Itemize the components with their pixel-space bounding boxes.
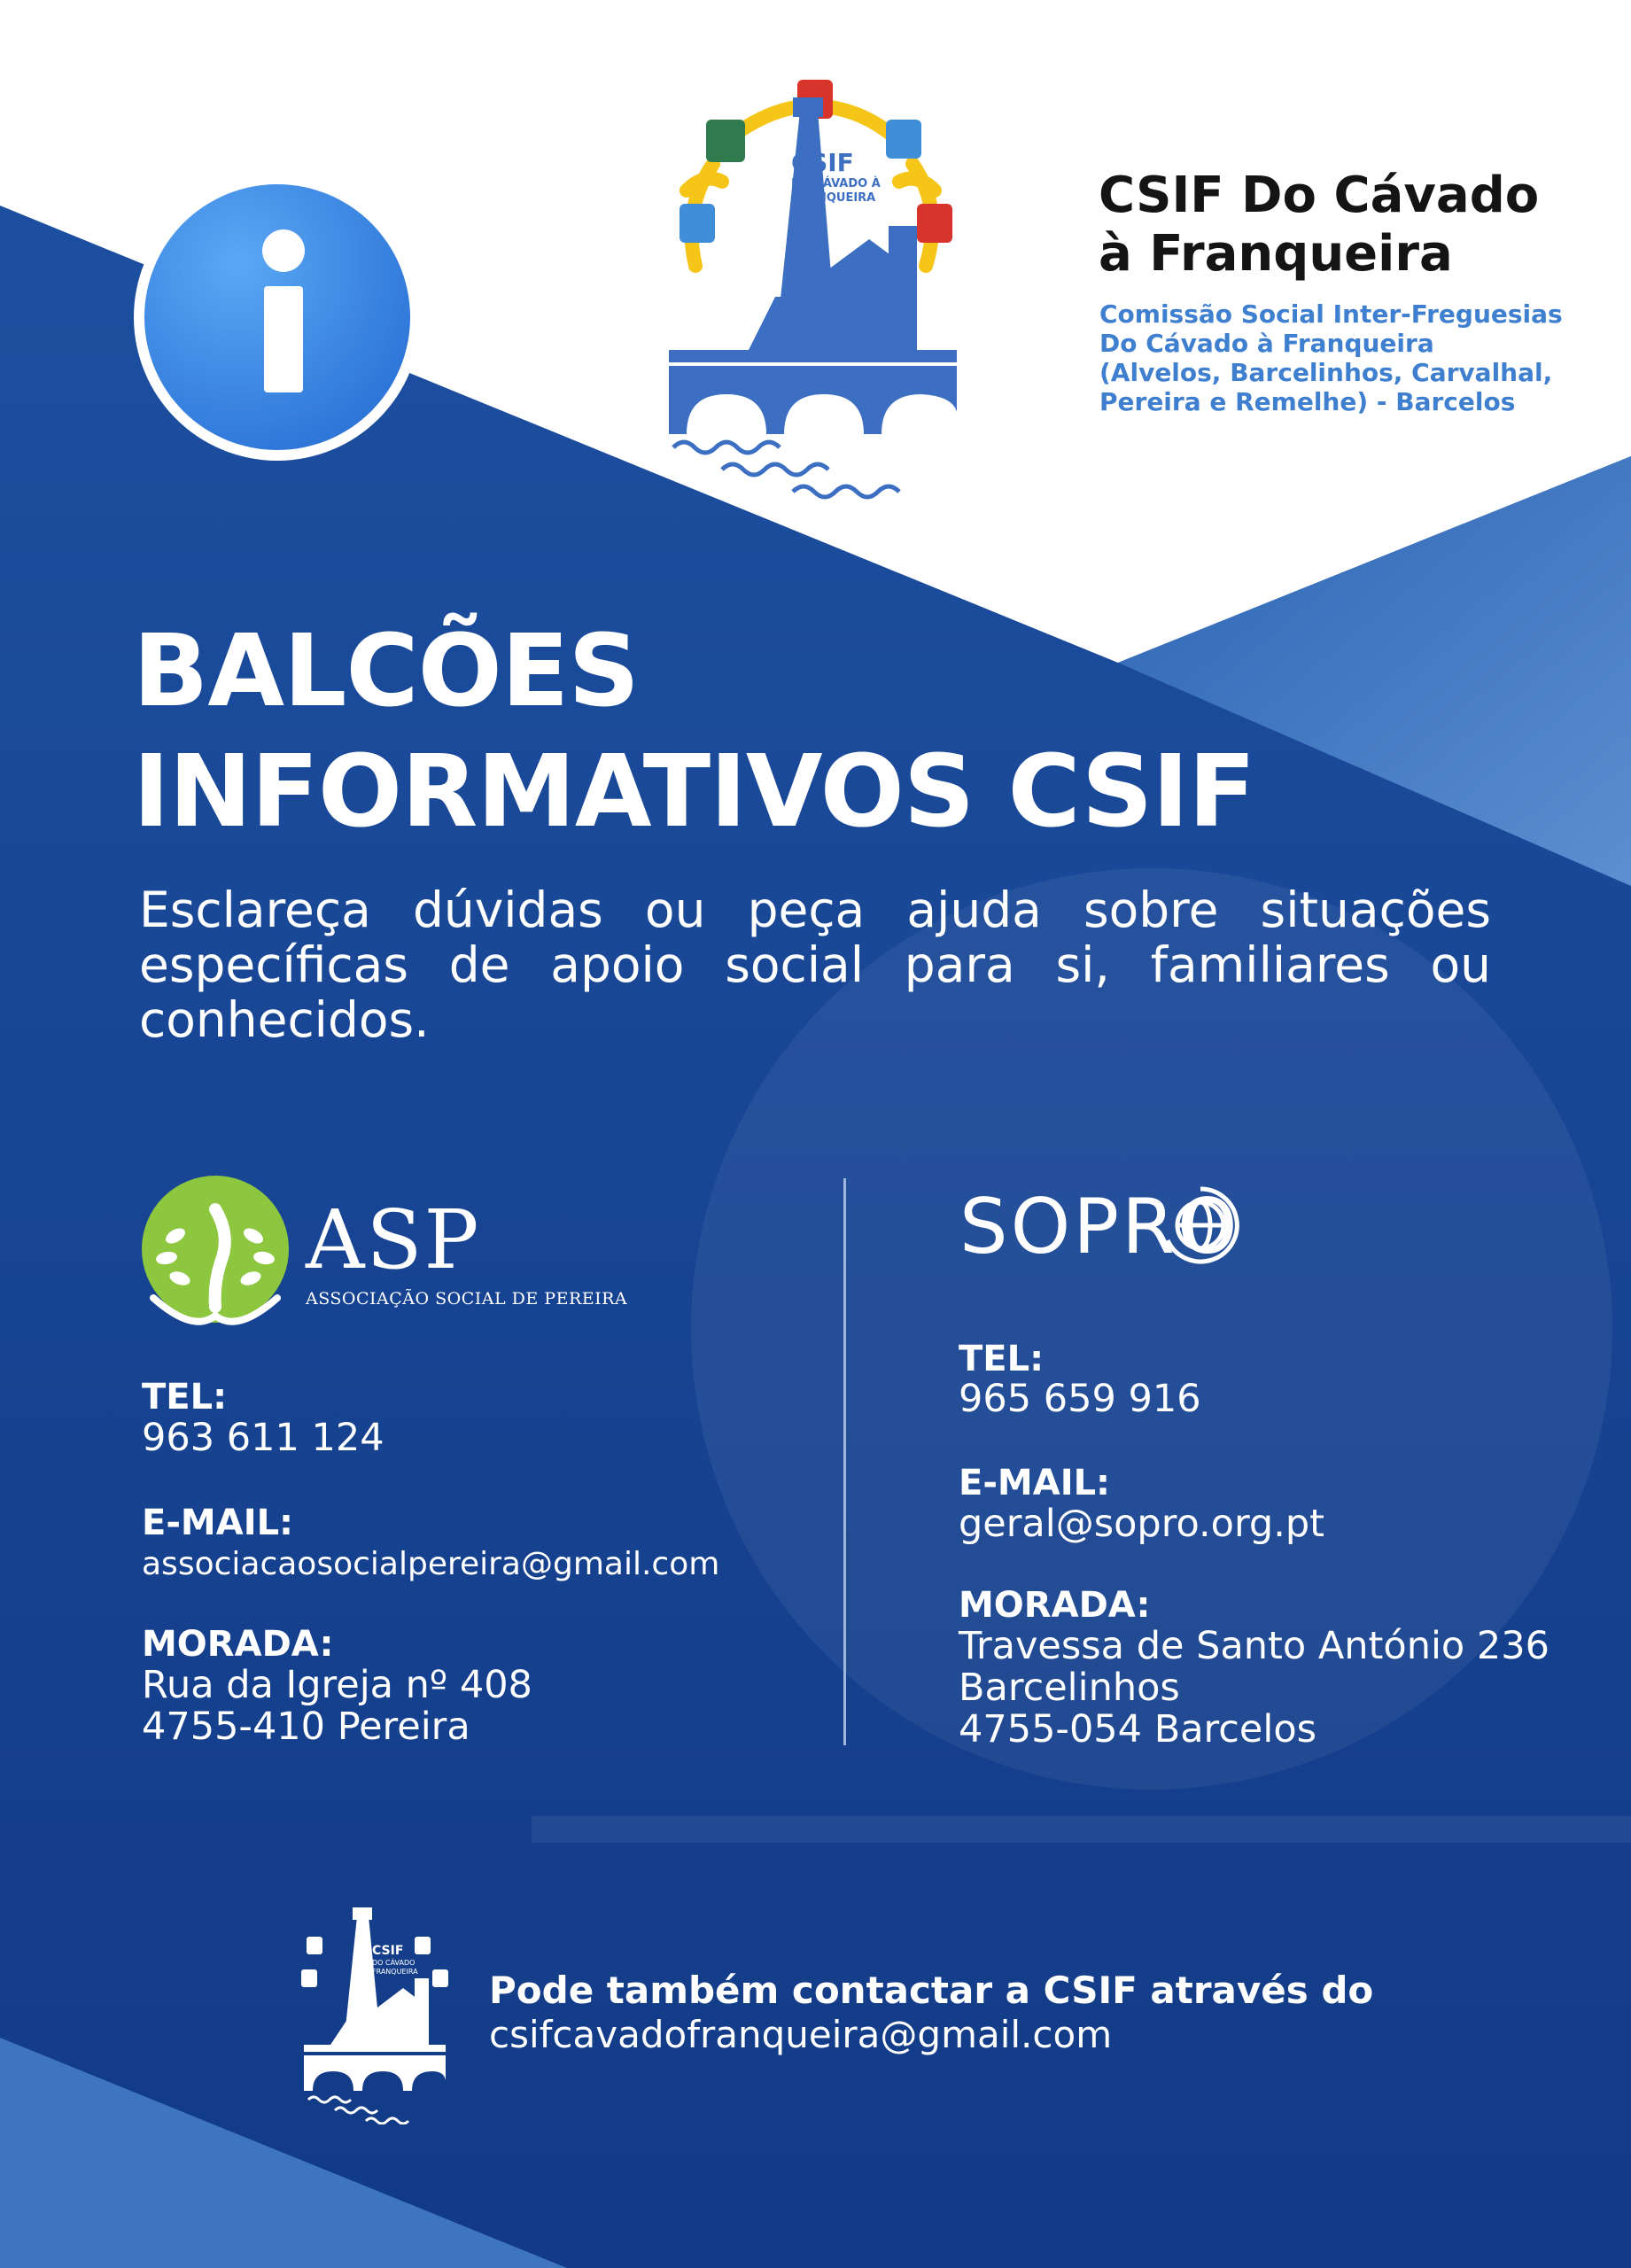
lead-line: Esclareça dúvidas ou peça ajuda sobre situações xyxy=(139,882,1491,938)
asp-email-label: E-MAIL: xyxy=(142,1503,294,1543)
sopro-address-line: Travessa de Santo António 236 xyxy=(959,1624,1549,1668)
org-description-line: Pereira e Remelhe) - Barcelos xyxy=(1099,387,1516,416)
asp-logo-emblem xyxy=(140,1174,291,1347)
org-description-line: (Alvelos, Barcelinhos, Carvalhal, xyxy=(1099,358,1553,387)
info-icon xyxy=(131,171,423,463)
asp-tel-value[interactable]: 963 611 124 xyxy=(142,1416,384,1460)
sopro-logo-name: SOPRO xyxy=(959,1183,1240,1271)
logo-text-csif: CSIF xyxy=(791,148,854,177)
logo-text-cavado: DO CÁVADO À xyxy=(791,177,881,190)
footer-contact-text: Pode também contactar a CSIF através do xyxy=(489,1969,1374,2012)
sopro-address-label: MORADA: xyxy=(959,1585,1151,1626)
lead-line: conhecidos. xyxy=(139,991,430,1048)
footer-logo-text-csif: CSIF xyxy=(372,1944,404,1958)
page-title-line1: BALCÕES xyxy=(133,614,639,729)
footer-logo-text-franqueira: FRANQUEIRA xyxy=(372,1968,418,1976)
sopro-tel-value[interactable]: 965 659 916 xyxy=(959,1377,1201,1421)
footer-contact-email[interactable]: csifcavadofranqueira@gmail.com xyxy=(489,2013,1113,2056)
org-description-line: Comissão Social Inter-Freguesias xyxy=(1099,299,1563,329)
csif-logo xyxy=(660,75,966,514)
org-name-line2: à Franqueira xyxy=(1099,225,1453,283)
asp-logo-subtitle: ASSOCIAÇÃO SOCIAL DE PEREIRA xyxy=(306,1289,628,1309)
lead-line: específicas de apoio social para si, familiares ou xyxy=(139,936,1491,993)
asp-address-line: 4755-410 Pereira xyxy=(142,1705,470,1749)
asp-tel-label: TEL: xyxy=(142,1377,228,1418)
logo-text-franqueira: FRANQUEIRA xyxy=(791,191,876,205)
asp-address-label: MORADA: xyxy=(142,1624,334,1665)
sopro-address-line: Barcelinhos xyxy=(959,1666,1180,1710)
page-title xyxy=(133,611,1462,852)
asp-email-value[interactable]: associacaosocialpereira@gmail.com xyxy=(142,1546,720,1582)
globe-icon xyxy=(1161,1185,1240,1265)
lead-paragraph xyxy=(139,882,1491,1047)
sopro-address-line: 4755-054 Barcelos xyxy=(959,1707,1317,1751)
footer-logo-text-cavado: DO CÁVADO xyxy=(372,1959,416,1967)
sopro-email-value[interactable]: geral@sopro.org.pt xyxy=(959,1502,1325,1546)
org-name xyxy=(1099,167,1612,284)
column-divider xyxy=(843,1178,846,1745)
sopro-tel-label: TEL: xyxy=(959,1339,1045,1379)
page-title-line2: INFORMATIVOS CSIF xyxy=(133,734,1255,850)
csif-footer-logo xyxy=(299,1903,450,2124)
org-description-line: Do Cávado à Franqueira xyxy=(1099,329,1434,358)
asp-logo-name: ASP xyxy=(306,1192,481,1287)
sopro-email-label: E-MAIL: xyxy=(959,1463,1111,1503)
org-description xyxy=(1099,299,1613,416)
org-name-line1: CSIF Do Cávado xyxy=(1099,167,1540,224)
asp-address-line: Rua da Igreja nº 408 xyxy=(142,1663,532,1707)
